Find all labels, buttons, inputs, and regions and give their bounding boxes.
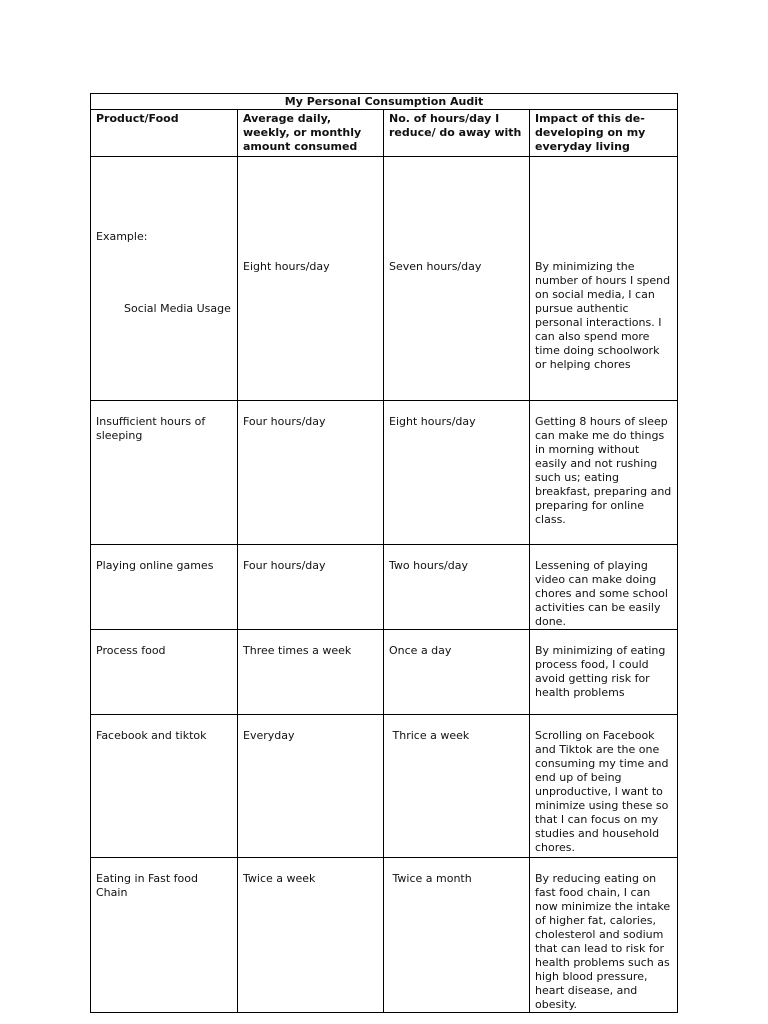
cell-impact — [530, 545, 678, 630]
header-amount: Average daily, weekly, or monthly amount consumed — [238, 110, 384, 157]
reduce-text: Once a day — [389, 644, 452, 657]
cell-amount — [238, 630, 384, 715]
impact-text: By reducing eating on fast food chain, I can now minimize the intake of higher fat, calories, cholesterol and sodium that can lead to risk for health problems such as high blood pressure, heart disease, and obesity. — [535, 872, 674, 1011]
header-impact: Impact of this de-developing on my everyday living — [530, 110, 678, 157]
reduce-text: Thrice a week — [389, 729, 470, 742]
product-text: Process food — [96, 644, 166, 657]
product-text: Playing online games — [96, 559, 214, 572]
table-row — [91, 401, 678, 545]
header-reduce: No. of hours/day I reduce/ do away with — [384, 110, 530, 157]
cell-reduce — [384, 858, 530, 1013]
table-row — [91, 715, 678, 858]
cell-product — [91, 858, 238, 1013]
table-row — [91, 545, 678, 630]
cell-impact — [530, 715, 678, 858]
impact-text: Getting 8 hours of sleep can make me do things in morning without easily and not rushing such us; eating breakfast, preparing and preparing for online class. — [535, 415, 675, 526]
cell-reduce — [384, 401, 530, 545]
example-label: Example: — [96, 230, 148, 243]
cell-impact — [530, 630, 678, 715]
product-text: Social Media Usage — [123, 302, 231, 315]
cell-product — [91, 401, 238, 545]
table-row — [91, 157, 678, 401]
amount-text: Four hours/day — [243, 559, 326, 572]
amount-text: Twice a week — [243, 872, 316, 885]
amount-text: Eight hours/day — [243, 260, 330, 273]
cell-amount — [238, 401, 384, 545]
cell-amount — [238, 545, 384, 630]
product-text: Facebook and tiktok — [96, 729, 207, 742]
reduce-text: Two hours/day — [389, 559, 468, 572]
header-product: Product/Food — [91, 110, 238, 157]
amount-text: Three times a week — [243, 644, 352, 657]
cell-impact — [530, 401, 678, 545]
amount-text: Four hours/day — [243, 415, 326, 428]
cell-reduce — [384, 545, 530, 630]
cell-amount — [238, 157, 384, 401]
impact-text: By minimizing of eating process food, I could avoid getting risk for health problems — [535, 644, 669, 699]
consumption-audit-table — [90, 93, 678, 1013]
cell-reduce — [384, 715, 530, 858]
impact-text: Scrolling on Facebook and Tiktok are the one consuming my time and end up of being unproductive, I want to minimize using these so that I can focus on my studies and household chores. — [535, 729, 672, 854]
cell-reduce — [384, 157, 530, 401]
table-row — [91, 858, 678, 1013]
product-text: Eating in Fast food Chain — [96, 872, 202, 899]
impact-text: Lessening of playing video can make doing chores and some school activities can be easily done. — [535, 559, 672, 628]
cell-amount — [238, 715, 384, 858]
impact-text: By minimizing the number of hours I spend on social media, I can pursue authentic personal interactions. I can also spend more time doing schoolwork or helping chores — [535, 260, 674, 371]
reduce-text: Twice a month — [389, 872, 472, 885]
cell-product — [91, 157, 238, 401]
amount-text: Everyday — [243, 729, 295, 742]
cell-amount — [238, 858, 384, 1013]
table-row — [91, 630, 678, 715]
cell-impact — [530, 858, 678, 1013]
product-text: Insufficient hours of sleeping — [96, 415, 209, 442]
table-title: My Personal Consumption Audit — [91, 94, 678, 110]
cell-product — [91, 715, 238, 858]
title-row — [91, 94, 678, 110]
cell-product — [91, 545, 238, 630]
cell-reduce — [384, 630, 530, 715]
header-row — [91, 110, 678, 157]
cell-product — [91, 630, 238, 715]
cell-impact — [530, 157, 678, 401]
reduce-text: Eight hours/day — [389, 415, 476, 428]
reduce-text: Seven hours/day — [389, 260, 482, 273]
